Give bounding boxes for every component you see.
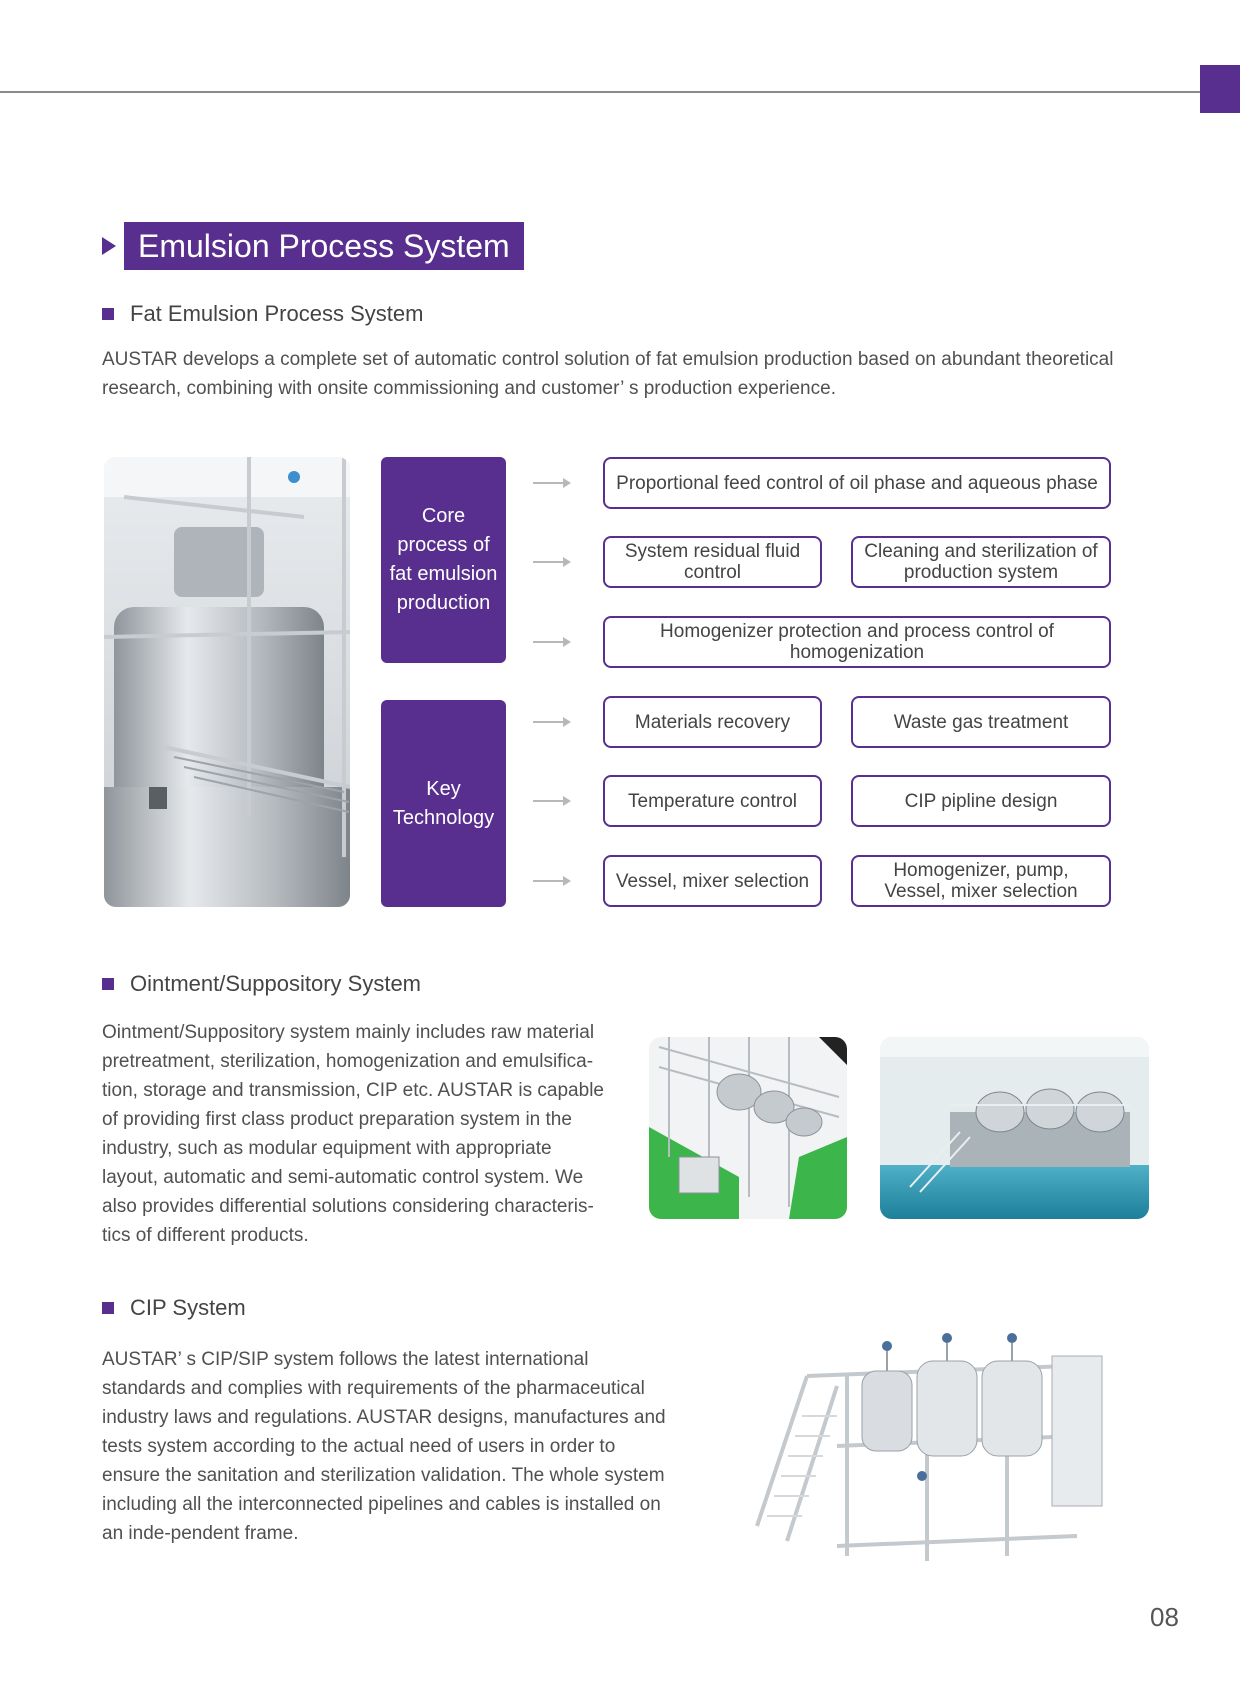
key-item: Materials recovery [603,696,822,748]
ointment-description: Ointment/Suppository system mainly includes raw material pretreatment, sterilization, homogenization and emulsifica-tion, storage and transmission, CIP etc. AUSTAR is capable of providing first class product preparation system in the industry, such as modular equipment with appropriate layout, automatic and semi-automatic control system. We also provides differential solutions considering characteris-tics of different products. [102,1022,604,1246]
fat-emulsion-heading-text: Fat Emulsion Process System [130,301,424,326]
cip-description: AUSTAR’ s CIP/SIP system follows the latest international standards and complies with requirements of the pharmaceutical industry laws and regulations. AUSTAR designs, manufactures and tests system according to the actual need of users in order to ensure the sanitation and sterilization validation. The whole system including all the interconnected pipelines and cables is installed on an inde-pendent frame. [102,1349,666,1544]
fat-emulsion-equipment-photo [104,457,350,907]
fat-emulsion-heading [102,299,423,329]
arrow-icon [533,557,571,567]
arrow-icon [533,796,571,806]
core-item: System residual fluid control [603,536,822,588]
section-title-row [102,222,524,270]
core-item: Homogenizer protection and process control of homogenization [603,616,1111,668]
square-bullet-icon [102,978,114,990]
key-item: Temperature control [603,775,822,827]
section-title: Emulsion Process System [124,222,524,270]
cip-skid-photo [747,1316,1127,1572]
page-number: 08 [1150,1602,1179,1632]
fat-emulsion-description: AUSTAR develops a complete set of automatic control solution of fat emulsion production based on abundant theoretical research, combining with onsite commissioning and customer’ s production experience. [102,349,1114,399]
arrow-icon [533,478,571,488]
key-item: CIP pipline design [851,775,1111,827]
ointment-heading-text: Ointment/Suppository System [130,971,422,996]
ointment-plant-photo [880,1037,1149,1219]
ointment-3d-layout-render [649,1037,847,1219]
arrow-icon [533,637,571,647]
arrow-icon [533,717,571,727]
square-bullet-icon [102,308,114,320]
key-technology-box: Key Technology [381,700,506,907]
key-item: Waste gas treatment [851,696,1111,748]
arrow-icon [533,876,571,886]
cip-heading-text: CIP System [130,1295,246,1320]
core-process-box: Core process of fat emulsion production [381,457,506,663]
play-triangle-icon [102,237,116,255]
core-item: Proportional feed control of oil phase and aqueous phase [603,457,1111,509]
corner-tab [1200,65,1240,113]
ointment-heading [102,969,421,999]
square-bullet-icon [102,1302,114,1314]
cip-heading [102,1293,246,1323]
top-rule [0,91,1200,93]
core-item: Cleaning and sterilization of production system [851,536,1111,588]
key-item: Homogenizer, pump, Vessel, mixer selection [851,855,1111,907]
key-item: Vessel, mixer selection [603,855,822,907]
